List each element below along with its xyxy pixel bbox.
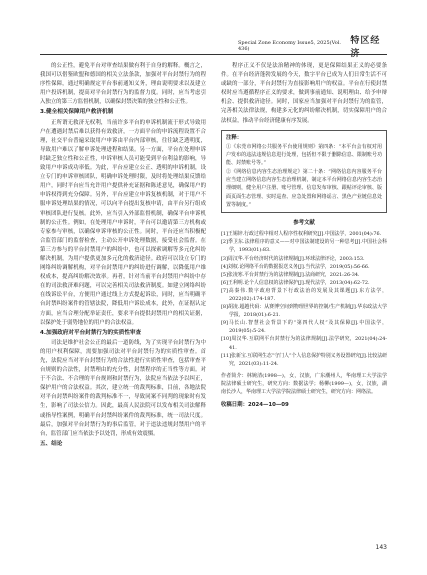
reference-item: [4]刘权.论网络平台的数据报送义务[J].当代法学，2019(05):56-66. bbox=[221, 263, 370, 270]
references-title: 参考文献 bbox=[293, 220, 315, 227]
paragraph: 的公正性，避免平台对审查结果做有利于自身的解释。概言之，我国可以借鉴欧盟和德国的相关立法条款，加强对平台封禁行为的程序性保障，通过明确规定平台事前通知义务，理由说明要求以及建立用户投诉机制，提高对平台封禁行为的监督力度。同时，应当考虑引入独立的第三方监督机制，以确保封禁决策的独立性和公正性。 bbox=[40, 63, 206, 106]
author-info bbox=[221, 372, 387, 397]
note: ②《网络信息内容生态治理规定》第二十条：“网络信息内容服务平台应当建立网络信息内容生态治理机制，制定本平台网络信息内容生态治理细则，健全用户注册、账号管理、信息发布审核、跟帖评论审核、版面页面生态管理、实时巡查、应急处置和网络谣言、黑色产业链信息处置等制度。” bbox=[226, 168, 382, 208]
author-bio: 作者简介：林婉清(1998—)，女，汉族，广东潮州人，华南理工大学法学院法律硕士研究生，研究方向：数据法学；杨柳(1999—)，女，汉族，湖南长沙人，华南理工大学法学院法律硕士研究生，研究方向：网络法。 bbox=[221, 372, 387, 396]
reference-item: [10]周汉华.互联网平台封禁行为的法律规制[J].法学研究，2021(04):24-41. bbox=[221, 336, 387, 351]
header-rule bbox=[40, 54, 387, 55]
left-column bbox=[40, 62, 206, 450]
notes-title: 注释： bbox=[226, 134, 243, 141]
note: ①《东莞市网络公共服务平台使用规则》第四条：“本平台会有权对用户发布的违法违规信息进行处理，包括但不限于删除信息、限制账号功能、封禁账号等。” bbox=[226, 143, 382, 167]
paragraph: 程序正义不仅是法治精神的体现，更是保障结果正义的必要条件。在平台经济蓬勃发展的今天，数字平台已成为人们日常生活不可或缺的一部分，平台封禁行为直接影响用户的权益。平台在行使封禁权时应当遵循程序正义的要求，做到事前通知、说明理由、给予申辩机会、提供救济途径。同时，国家应当加强对平台封禁行为的监管，完善相关法律法规，构建多元化的纠纷解决机制，切实保障用户的合法权益，推动平台经济健康有序发展。 bbox=[221, 63, 387, 124]
references-list bbox=[221, 230, 387, 368]
page-number: 143 bbox=[375, 544, 387, 551]
journal-name: 特区经济 bbox=[350, 36, 381, 59]
reference-item: [9]马长山.智慧社会背景下的“第四代人权”及其保障[J].中国法学，2019(05):5-24. bbox=[221, 320, 387, 335]
reference-item: [11]张新宝.互联网生态“守门人”个人信息保护特别义务设置研究[J].比较法研究，2021(03):11-24. bbox=[221, 352, 387, 367]
page-header bbox=[238, 36, 387, 59]
reference-item: [2]季卫东.法律程序的意义——对中国法制建设的另一种思考[J].中国社会科学，1993(01):83. bbox=[221, 239, 387, 254]
issue-info: Special Zone Economy Issue5, 2025(Vol. 436) bbox=[238, 40, 341, 52]
paragraph: 正所谓无救济无权利，当前许多平台的申诉机制流于形式导致用户在遭遇封禁后难以获得有效救济，一方面平台的申诉流程设置不合理，社交平台普遍采取用户申诉由平台内部审核，往往缺乏透明度，导致用户难以了解申诉处理进程和结果。另一方面，平台在处理申诉时缺乏独立性和公正性，申诉审核人员可能受到平台利益的影响，导致用户申诉成功率低。为此，平台应建立公正、透明的申诉机制，设立专门的申诉审核团队，明确申诉处理时限，及时将处理结果反馈给用户，同时平台应当允许用户提供补充证据和陈述意见，确保用户的申诉权得到充分保障。另外，平台应建立申诉复核机制，对于用户不服申诉处理结果的情况，可以向平台提出复核申请，由平台另行组成审核团队进行复核。此外，应当引入外部监督机制，确保平台申诉机制的公正性。例如，在处理用户申诉时，平台可以邀请第三方机构或专家参与审核，以确保申诉审核的公正性。同时，平台还应当积极配合监管部门的监督检查，主动公开申诉处理数据，接受社会监督。在第三方参与的平台封禁用户的纠纷中，也可以探索调解等多元化纠纷解决机制，为用户提供更加多元化的救济途径。政府可以设立专门的网络纠纷调解机构，对平台封禁用户的纠纷进行调解，以降低用户维权成本，提高纠纷解决效率。再者，针对当前平台封禁用户纠纷中存在的司法救济难问题，可以完善相关司法救济制度。如建立网络纠纷在线诉讼平台，方便用户通过线上方式提起诉讼，同时，应当明确平台封禁纠纷案件的管辖法院，降低用户诉讼成本，此外，在证据认定方面，应当合理分配举证责任，要求平台提供封禁用户的相关证据，以保护处于弱势地位的用户的合法权益。 bbox=[40, 119, 206, 326]
reference-item: [5]张凌寒.平台封禁行为的法律规制[J].法商研究，2021:26-34. bbox=[221, 271, 360, 278]
reference-item: [8]胡凌.超越代码：从赛博空间到物理世界的控制/生产机制[J].华东政法大学学报，2018(01):6-21. bbox=[221, 304, 387, 319]
right-column bbox=[221, 62, 387, 410]
conclusion-heading: 五、结论 bbox=[40, 440, 63, 447]
section-heading: 4.加强政府对平台封禁行为的实质性审查 bbox=[40, 329, 142, 336]
section-heading: 3.健全相关保障用户救济机制 bbox=[40, 109, 114, 116]
reference-item: [7]高秦伟.数字政府背景下行政法治的发展及其课题[J].东方法学，2022(02):174-187. bbox=[221, 287, 387, 302]
paragraph: 司法是维护社会公正的最后一道防线，为了实现平台封禁行为中的用户权利保障，需要加强司法对平台封禁行为的实质性审查。首先，法院应当对平台封禁行为的合法性进行实质性审查，包括审查平台规则的合法性，封禁理由的充分性，封禁程序的正当性等方面。对于不合法、不合理的平台规则和封禁行为，法院应当依法予以纠正，保护用户的合法权益。其次，建立统一的裁判标准，目前，各地法院对平台封禁纠纷案件的裁判标准不一，导致同案不同判的现象时有发生，影响了司法公信力。因此，最高人民法院可以发布相关司法解释或指导性案例，明确平台封禁纠纷案件的裁判标准，统一司法尺度。最后，加强对平台封禁行为的事后监管，对于违法违规封禁用户的平台，监管部门应当依法予以处罚，形成有效震慑。 bbox=[40, 339, 206, 437]
received-date: 收稿日期：2024—10—09 bbox=[221, 401, 289, 408]
notes-box bbox=[221, 130, 387, 213]
reference-item: [6]王利明.论个人信息权的法律保护[J].现代法学，2013(04):62-72. bbox=[221, 279, 370, 286]
reference-item: [1]王锡锌.行政过程中相对人程序性权利研究[J].中国法学，2001(04):76. bbox=[221, 231, 382, 238]
reference-item: [3]周汉华.平台经济时代的法律规制[J].环球法律评论，2003:153. bbox=[221, 255, 365, 262]
